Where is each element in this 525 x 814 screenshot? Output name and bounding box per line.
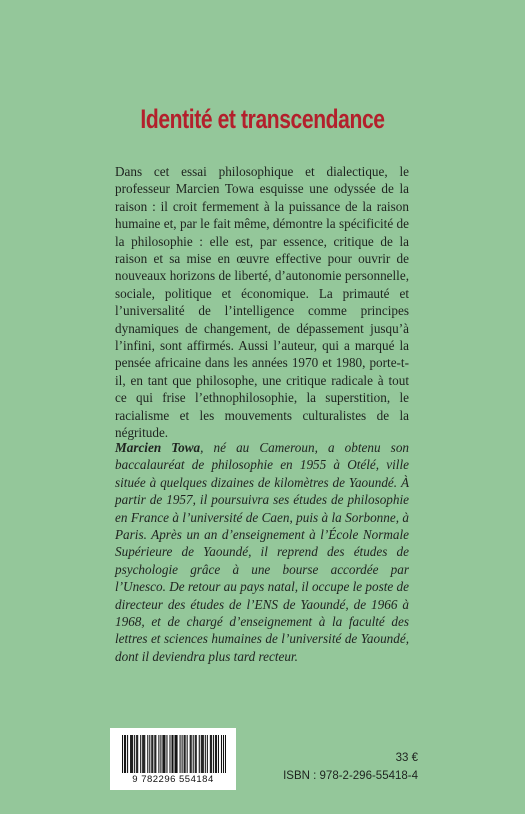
barcode-bar <box>176 735 177 773</box>
isbn-label: ISBN : 978-2-296-55418-4 <box>283 770 418 782</box>
barcode-bar <box>149 735 150 773</box>
barcode-bar <box>134 735 135 773</box>
barcode-bar <box>147 735 148 773</box>
author-biography <box>115 439 409 665</box>
author-name: Marcien Towa <box>115 440 201 455</box>
barcode-bar <box>175 735 176 773</box>
barcode-bar <box>152 735 153 773</box>
barcode-bar <box>143 735 144 773</box>
barcode-bar <box>216 735 217 773</box>
barcode-bar <box>215 735 216 773</box>
barcode-bar <box>142 735 143 773</box>
barcode-bar <box>162 735 163 773</box>
barcode-bar <box>195 735 196 773</box>
barcode-bar <box>187 735 188 773</box>
barcode-bar <box>199 735 200 773</box>
barcode-bar <box>124 735 125 773</box>
barcode-bar <box>158 735 159 773</box>
barcode-bar <box>140 735 141 773</box>
barcode-bar <box>166 735 167 773</box>
barcode-bar <box>180 735 181 773</box>
barcode-label <box>110 728 236 790</box>
summary-paragraph: Dans cet essai philosophique et dialectique, le professeur Marcien Towa esquisse une odyssée de la raison : il croit fermement à la puissance de la raison humaine et, par le fait même, démontre la spécificité de la philosophie : elle est, par essence, critique de la raison et sa mise en œuvre effective pour ouvrir de nouveaux horizons de liberté, d’autonomie personnelle, sociale, politique et économique. La primauté et l’universalité de l’intelligence comme principes dynamiques de changement, de dépassement jusqu’à l’infini, sont affirmés. Aussi l’auteur, qui a marqué la pensée africaine dans les années 1970 et 1980, porte-t-il, en tant que philosophe, une critique radicale à tout ce qui frise l’ethnophilosophie, la superstition, le racialisme et les mouvements culturalistes de la négritude. <box>115 164 409 441</box>
barcode-bar <box>172 735 173 773</box>
book-title: Identité et transcendance <box>140 104 385 134</box>
barcode-bar <box>185 735 186 773</box>
barcode-bar <box>132 735 133 773</box>
barcode-bar <box>136 735 137 773</box>
barcode-bar <box>184 735 185 773</box>
barcode-icon <box>122 735 226 773</box>
barcode-bar <box>191 735 192 773</box>
barcode-bar <box>151 735 152 773</box>
barcode-bar <box>182 735 183 773</box>
barcode-bar <box>122 735 123 773</box>
barcode-bar <box>137 735 138 773</box>
barcode-bar <box>225 735 226 773</box>
barcode-bar <box>221 735 222 773</box>
barcode-bar <box>169 735 170 773</box>
barcode-bar <box>144 735 145 773</box>
barcode-bar <box>190 735 191 773</box>
barcode-bar <box>203 735 204 773</box>
barcode-bar <box>201 735 202 773</box>
barcode-bar <box>125 735 126 773</box>
barcode-bar <box>211 735 212 773</box>
barcode-bar <box>163 735 164 773</box>
summary-text-block <box>115 163 409 442</box>
barcode-bar <box>160 735 161 773</box>
biography-paragraph <box>115 439 409 665</box>
barcode-bar <box>154 735 155 773</box>
barcode-bar <box>223 735 224 773</box>
barcode-bar <box>127 735 128 773</box>
barcode-bar <box>155 735 156 773</box>
barcode-bar <box>130 735 131 773</box>
barcode-digits: 9 782296 554184 <box>132 774 214 785</box>
barcode-bar <box>205 735 206 773</box>
barcode-bar <box>131 735 132 773</box>
barcode-bar <box>171 735 172 773</box>
biography-text: , né au Cameroun, a obtenu son baccalauréat de philosophie en 1955 à Otélé, ville située à quelques dizaines de kilomètres de Yaoundé. À partir de 1957, il poursuivra ses études de philosophie en France à l’université de Caen, puis à la Sorbonne, à Paris. Après un an d’enseignement à l’École Normale Supérieure de Yaoundé, il reprend des études de psychologie grâce à une bourse accordée par l’Unesco. De retour au pays natal, il occupe le poste de directeur des études de l’ENS de Yaoundé, de 1966 à 1968, et de chargé d’enseignement à la faculté des lettres et sciences humaines de l’université de Yaoundé, dont il deviendra plus tard recteur. <box>115 440 410 664</box>
barcode-bar <box>196 735 197 773</box>
barcode-bar <box>213 735 214 773</box>
price-label: 33 € <box>395 752 418 764</box>
barcode-bar <box>218 735 219 773</box>
barcode-bar <box>177 735 178 773</box>
barcode-bar <box>202 735 203 773</box>
barcode-bar <box>207 735 208 773</box>
barcode-bar <box>210 735 211 773</box>
barcode-bar <box>164 735 165 773</box>
barcode-bar <box>193 735 194 773</box>
